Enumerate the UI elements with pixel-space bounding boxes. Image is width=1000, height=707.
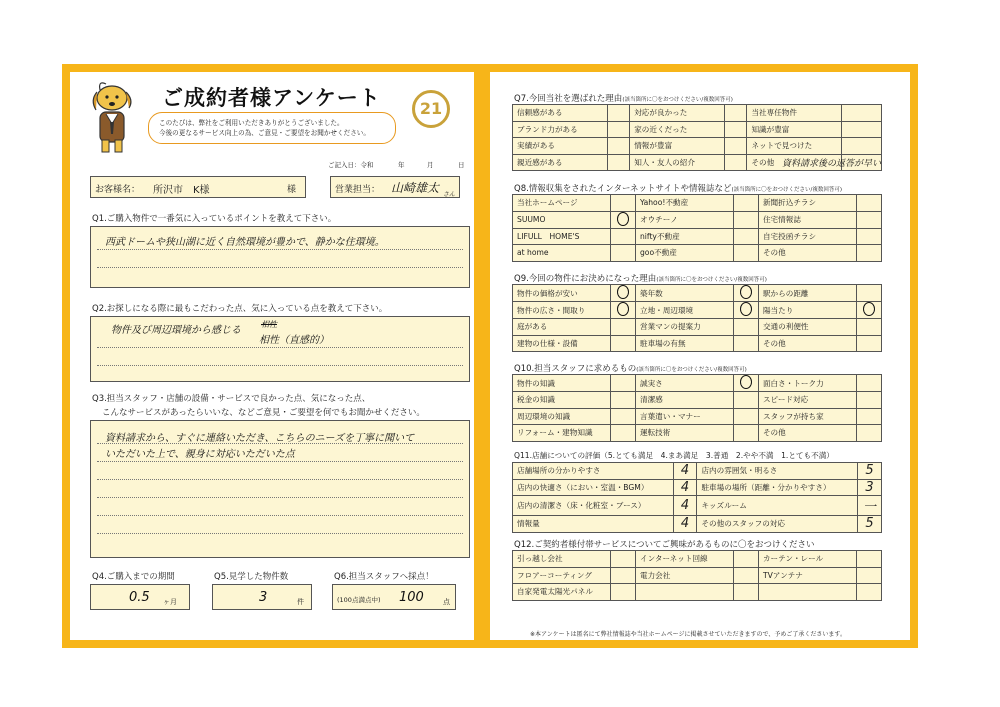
q9-option-label: 物件の広さ・間取り [513, 302, 611, 319]
q10-option-label: 運転技術 [635, 425, 733, 442]
q3-rule-3 [97, 479, 463, 480]
q7-rows [513, 105, 882, 171]
q10-option-checkbox[interactable] [857, 375, 882, 392]
q7-option-label: ネットで見つけた [747, 138, 842, 155]
q6-value: 100 [399, 590, 424, 605]
q4-answer-field[interactable] [90, 584, 190, 610]
q9-row [513, 285, 882, 302]
q12-option-label: カーテン・レール [758, 551, 856, 568]
q2-answer-strike: 相性 [261, 320, 277, 329]
q1-answer-field[interactable] [90, 226, 470, 288]
q10-option-checkbox[interactable] [611, 408, 636, 425]
q10-option-label: スタッフが持ち家 [758, 408, 856, 425]
q8-option-checkbox[interactable] [611, 228, 636, 245]
q9-row [513, 302, 882, 319]
q12-option-label: インターネット回線 [635, 551, 733, 568]
q11-score[interactable]: 一 [858, 496, 882, 516]
intro-line-2: 今後の更なるサービス向上の為、ご意見・ご要望をお聞かせください。 [159, 129, 370, 137]
q7-row [513, 121, 882, 138]
q11-table [512, 462, 882, 533]
q8-note: (該当箇所に〇をおつけください/複数回答可) [731, 187, 843, 193]
staff-suffix: さん [443, 191, 456, 198]
q1-question: Q1.ご購入物件で一番気に入っているポイントを教えて下さい。 [92, 214, 337, 224]
q10-option-checkbox[interactable] [857, 408, 882, 425]
q8-option-checkbox[interactable] [611, 245, 636, 262]
date-day: 日 [458, 161, 465, 169]
q9-row [513, 335, 882, 352]
q11-row [513, 516, 882, 533]
q9-table [512, 284, 882, 352]
q11-criterion: 店内の雰囲気・明るさ [697, 463, 858, 480]
q7-table [512, 104, 882, 171]
q9-option-label: 営業マンの提案力 [635, 319, 733, 336]
q7-row [513, 105, 882, 122]
q8-option-label: Yahoo!不動産 [635, 195, 733, 212]
q10-table [512, 374, 882, 442]
q7-row [513, 138, 882, 155]
q8-option-label: 住宅情報誌 [758, 211, 856, 228]
q8-question-text: Q8.情報収集をされたインターネットサイトや情報誌など [514, 184, 732, 194]
q7-question [514, 92, 733, 104]
q4-unit: ヶ月 [163, 598, 177, 606]
q7-option-label: その他 [747, 154, 842, 171]
q9-option-checkbox[interactable] [857, 302, 882, 319]
q3-question-line-1: Q3.担当スタッフ・店舗の設備・サービスで良かった点、気になった点、 [92, 394, 371, 404]
q7-option-label: 家の近くだった [630, 121, 725, 138]
q8-option-label: SUUMO [513, 211, 611, 228]
q1-answer: 西武ドームや狭山湖に近く自然環境が豊かで、静かな住環境。 [105, 237, 385, 248]
q7-option-checkbox[interactable] [607, 121, 630, 138]
q9-option-label: 築年数 [635, 285, 733, 302]
q8-option-checkbox[interactable] [857, 228, 882, 245]
q12-option-checkbox[interactable] [734, 551, 759, 568]
q10-option-label: 清潔感 [635, 392, 733, 409]
q5-unit: 件 [297, 598, 304, 606]
q7-option-checkbox[interactable] [607, 154, 630, 171]
intro-line-1: このたびは、弊社をご利用いただきありがとうございました。 [159, 119, 344, 127]
q7-question-text: Q7.今回当社を選ばれた理由 [514, 94, 623, 104]
q7-row [513, 154, 882, 171]
q9-option-label: 陽当たり [758, 302, 856, 319]
q12-option-label [635, 584, 733, 601]
staff-name: 山崎雄太 [391, 181, 440, 195]
q10-question-text: Q10.担当スタッフに求めるもの [514, 364, 637, 374]
q8-option-checkbox[interactable] [857, 245, 882, 262]
q12-option-label: 自家発電太陽光パネル [513, 584, 611, 601]
q8-option-checkbox[interactable] [734, 245, 759, 262]
q8-rows [513, 195, 882, 262]
circle-mark-icon [617, 302, 629, 316]
q11-row [513, 479, 882, 496]
q8-option-checkbox[interactable] [611, 195, 636, 212]
q3-answer-line-2: いただいた上で、親身に対応いただいた点 [105, 449, 295, 460]
q9-option-checkbox[interactable] [734, 302, 759, 319]
q8-option-label: LIFULL HOME'S [513, 228, 611, 245]
q11-criterion: 店内の清潔さ（床・化粧室・ブース） [513, 496, 674, 516]
q11-criterion: キッズルーム [697, 496, 858, 516]
q7-option-checkbox[interactable] [607, 105, 630, 122]
q7-option-checkbox[interactable] [724, 138, 747, 155]
q10-option-label: 物件の知識 [513, 375, 611, 392]
q11-score[interactable]: 5 [858, 516, 882, 533]
date-label: ご記入日：令和 [328, 161, 374, 169]
q9-option-checkbox[interactable] [611, 319, 636, 336]
q9-option-checkbox[interactable] [611, 335, 636, 352]
q3-rule-5 [97, 515, 463, 516]
q10-option-checkbox[interactable] [734, 425, 759, 442]
q9-question [514, 272, 767, 284]
q8-option-label: 新聞折込チラシ [758, 195, 856, 212]
q3-rule-1 [97, 443, 463, 444]
staff-name-field[interactable] [330, 176, 460, 198]
q9-option-label: 交通の利便性 [758, 319, 856, 336]
q8-option-checkbox[interactable] [611, 211, 636, 228]
q9-option-label: 立地・周辺環境 [635, 302, 733, 319]
q9-option-label: 建物の仕様・設備 [513, 335, 611, 352]
q8-option-checkbox[interactable] [857, 195, 882, 212]
q9-rows [513, 285, 882, 352]
q12-option-checkbox[interactable] [734, 567, 759, 584]
q7-option-checkbox[interactable] [724, 154, 747, 171]
q10-option-label: その他 [758, 425, 856, 442]
q12-option-checkbox[interactable] [611, 567, 636, 584]
q9-option-label: 庭がある [513, 319, 611, 336]
q9-option-checkbox[interactable] [734, 335, 759, 352]
circle-mark-icon [617, 212, 629, 226]
q10-row [513, 375, 882, 392]
dog-mascot-icon [88, 78, 144, 156]
q12-row [513, 567, 882, 584]
q2-rule-2 [97, 365, 463, 366]
q10-option-checkbox[interactable] [611, 392, 636, 409]
q10-option-label: 面白さ・トーク力 [758, 375, 856, 392]
q10-note: (該当箇所に〇をおつけください/複数回答可) [636, 367, 747, 373]
q3-rule-4 [97, 497, 463, 498]
q6-question: Q6.担当スタッフへ採点！ [334, 572, 434, 582]
q2-answer-line-1: 物件及び周辺環境から感じる [111, 325, 241, 336]
q7-option-checkbox[interactable] [724, 105, 747, 122]
q7-option-label: ブランド力がある [513, 121, 608, 138]
q12-option-label [758, 584, 856, 601]
q12-question: Q12.ご契約者様付帯サービスについてご興味があるものに〇をおつけください [514, 540, 815, 550]
q7-option-label: 知識が豊富 [747, 121, 842, 138]
q9-option-checkbox[interactable] [611, 285, 636, 302]
q8-option-label: at home [513, 245, 611, 262]
q10-option-label: 言葉遣い・マナー [635, 408, 733, 425]
q4-value: 0.5 [129, 590, 150, 605]
q7-note: (該当箇所に〇をおつけください/複数回答可) [622, 97, 733, 103]
q2-rule-1 [97, 347, 463, 348]
q1-rule-1 [97, 249, 463, 250]
q11-question: Q11.店舗についての評価（5.とても満足 4.まあ満足 3.普通 2.やや不満 1.とても不満） [514, 451, 834, 460]
q6-prefix: (100点満点中) [337, 596, 381, 604]
q12-rows [513, 551, 882, 601]
q9-option-checkbox[interactable] [857, 319, 882, 336]
q7-option-checkbox[interactable] [841, 138, 881, 155]
q8-option-label: goo不動産 [635, 245, 733, 262]
staff-label: 営業担当： [335, 185, 381, 195]
q12-option-label: TVアンテナ [758, 567, 856, 584]
date-year: 年 [398, 161, 405, 169]
q8-row [513, 211, 882, 228]
circle-mark-icon [617, 285, 629, 299]
q2-answer-field[interactable] [90, 316, 470, 382]
q10-row [513, 408, 882, 425]
q9-option-checkbox[interactable] [734, 285, 759, 302]
q7-option-label: 親近感がある [513, 154, 608, 171]
q2-answer-line-2: 相性（直感的） [259, 335, 329, 346]
q9-question-text: Q9.今回の物件にお決めになった理由 [514, 274, 657, 284]
q12-option-checkbox[interactable] [857, 584, 882, 601]
q10-rows [513, 375, 882, 442]
q12-option-label: 引っ越し会社 [513, 551, 611, 568]
q1-rule-2 [97, 267, 463, 268]
q8-row [513, 245, 882, 262]
q7-option-label: 知人・友人の紹介 [630, 154, 725, 171]
customer-name-field[interactable] [90, 176, 306, 198]
q7-option-checkbox[interactable] [724, 121, 747, 138]
q10-option-checkbox[interactable] [734, 392, 759, 409]
q12-option-checkbox[interactable] [611, 551, 636, 568]
q9-option-label: その他 [758, 335, 856, 352]
q8-row [513, 228, 882, 245]
q10-option-label: リフォーム・建物知識 [513, 425, 611, 442]
q11-criterion: 情報量 [513, 516, 674, 533]
q10-option-checkbox[interactable] [734, 408, 759, 425]
circle-mark-icon [863, 302, 875, 316]
q8-option-checkbox[interactable] [734, 195, 759, 212]
q11-score[interactable]: 4 [673, 463, 697, 480]
q10-option-checkbox[interactable] [857, 425, 882, 442]
q7-option-label: 実績がある [513, 138, 608, 155]
q7-option-checkbox[interactable] [841, 105, 881, 122]
q8-option-checkbox[interactable] [857, 211, 882, 228]
q8-option-checkbox[interactable] [734, 211, 759, 228]
q12-option-label: 電力会社 [635, 567, 733, 584]
q7-option-checkbox[interactable] [841, 121, 881, 138]
customer-suffix: 様 [287, 185, 297, 195]
q12-option-checkbox[interactable] [857, 567, 882, 584]
date-month: 月 [427, 161, 434, 169]
q2-question: Q2.お探しになる際に最もこだわった点、気に入っている点を教えて下さい。 [92, 304, 388, 314]
q9-option-label: 物件の価格が安い [513, 285, 611, 302]
q5-answer-field[interactable] [212, 584, 312, 610]
q8-option-checkbox[interactable] [734, 228, 759, 245]
q3-question-line-2: こんなサービスがあったらいいな、などご意見・ご要望を何でもお聞かせください。 [102, 408, 425, 418]
q10-option-checkbox[interactable] [857, 392, 882, 409]
q11-score[interactable]: 4 [673, 479, 697, 496]
circle-mark-icon [740, 375, 752, 389]
q11-rows [513, 463, 882, 533]
q9-option-checkbox[interactable] [857, 285, 882, 302]
q8-option-label: その他 [758, 245, 856, 262]
q10-option-checkbox[interactable] [611, 425, 636, 442]
q8-row [513, 195, 882, 212]
q7-option-label: 対応が良かった [630, 105, 725, 122]
q11-row [513, 463, 882, 480]
survey-title: ご成約者様アンケート [162, 86, 381, 110]
q5-value: 3 [259, 590, 268, 605]
q11-score[interactable]: 4 [673, 516, 697, 533]
q10-row [513, 425, 882, 442]
q11-row [513, 496, 882, 516]
q10-option-checkbox[interactable] [611, 375, 636, 392]
q7-option-label: 信頼感がある [513, 105, 608, 122]
q11-score[interactable]: 3 [858, 479, 882, 496]
q8-question [514, 182, 842, 194]
q8-table [512, 194, 882, 262]
q12-option-checkbox[interactable] [857, 551, 882, 568]
q3-answer-field[interactable] [90, 420, 470, 558]
q12-table [512, 550, 882, 601]
customer-name: 所沢市 K様 [153, 185, 210, 196]
q3-answer-line-1: 資料請求から、すぐに連絡いただき、こちらのニーズを丁寧に聞いて [105, 433, 415, 444]
q12-option-checkbox[interactable] [611, 584, 636, 601]
q12-row [513, 584, 882, 601]
q10-option-label: 税金の知識 [513, 392, 611, 409]
intro-bubble [148, 112, 396, 144]
circle-mark-icon [740, 285, 752, 299]
q9-row [513, 319, 882, 336]
q10-question [514, 362, 747, 374]
q11-score[interactable]: 4 [673, 496, 697, 516]
q8-option-label: nifty不動産 [635, 228, 733, 245]
q6-unit: 点 [443, 598, 450, 606]
q3-rule-6 [97, 533, 463, 534]
q10-option-label: 誠実さ [635, 375, 733, 392]
q9-option-label: 駅からの距離 [758, 285, 856, 302]
q7-other-answer: 資料請求後の返答が早い [781, 158, 881, 169]
q11-score[interactable]: 5 [858, 463, 882, 480]
q12-option-checkbox[interactable] [734, 584, 759, 601]
q11-criterion: 店舗場所の分かりやすさ [513, 463, 674, 480]
circle-mark-icon [740, 302, 752, 316]
q11-criterion: その他のスタッフの対応 [697, 516, 858, 533]
q10-option-label: 周辺環境の知識 [513, 408, 611, 425]
century21-logo: 21 [412, 90, 450, 128]
q4-question: Q4.ご購入までの期間 [92, 572, 175, 582]
q10-option-label: スピード対応 [758, 392, 856, 409]
footer-note: ※本アンケートは匿名にて弊社情報誌や当社ホームページに掲載させていただきますので、予めご了承くださいます。 [530, 631, 846, 638]
q7-option-label: 当社専任物件 [747, 105, 842, 122]
q8-option-label: 自宅投函チラシ [758, 228, 856, 245]
q11-criterion: 駐車場の場所（距離・分かりやすさ） [697, 479, 858, 496]
q8-option-label: オウチーノ [635, 211, 733, 228]
q9-option-checkbox[interactable] [734, 319, 759, 336]
q7-option-checkbox[interactable] [607, 138, 630, 155]
q9-option-checkbox[interactable] [611, 302, 636, 319]
q10-row [513, 392, 882, 409]
q7-option-checkbox[interactable] [781, 154, 881, 171]
q3-rule-2 [97, 461, 463, 462]
q12-row [513, 551, 882, 568]
q7-option-label: 情報が豊富 [630, 138, 725, 155]
q9-option-label: 駐車場の有無 [635, 335, 733, 352]
q8-option-label: 当社ホームページ [513, 195, 611, 212]
q10-option-checkbox[interactable] [734, 375, 759, 392]
q9-option-checkbox[interactable] [857, 335, 882, 352]
q11-criterion: 店内の快適さ（におい・室温・BGM） [513, 479, 674, 496]
customer-label: お客様名： [95, 185, 141, 195]
q12-option-label: フロアーコーティング [513, 567, 611, 584]
q6-answer-field[interactable] [332, 584, 456, 610]
q9-note: (該当箇所に〇をおつけください/複数回答可) [656, 277, 767, 283]
q5-question: Q5.見学した物件数 [214, 572, 289, 582]
